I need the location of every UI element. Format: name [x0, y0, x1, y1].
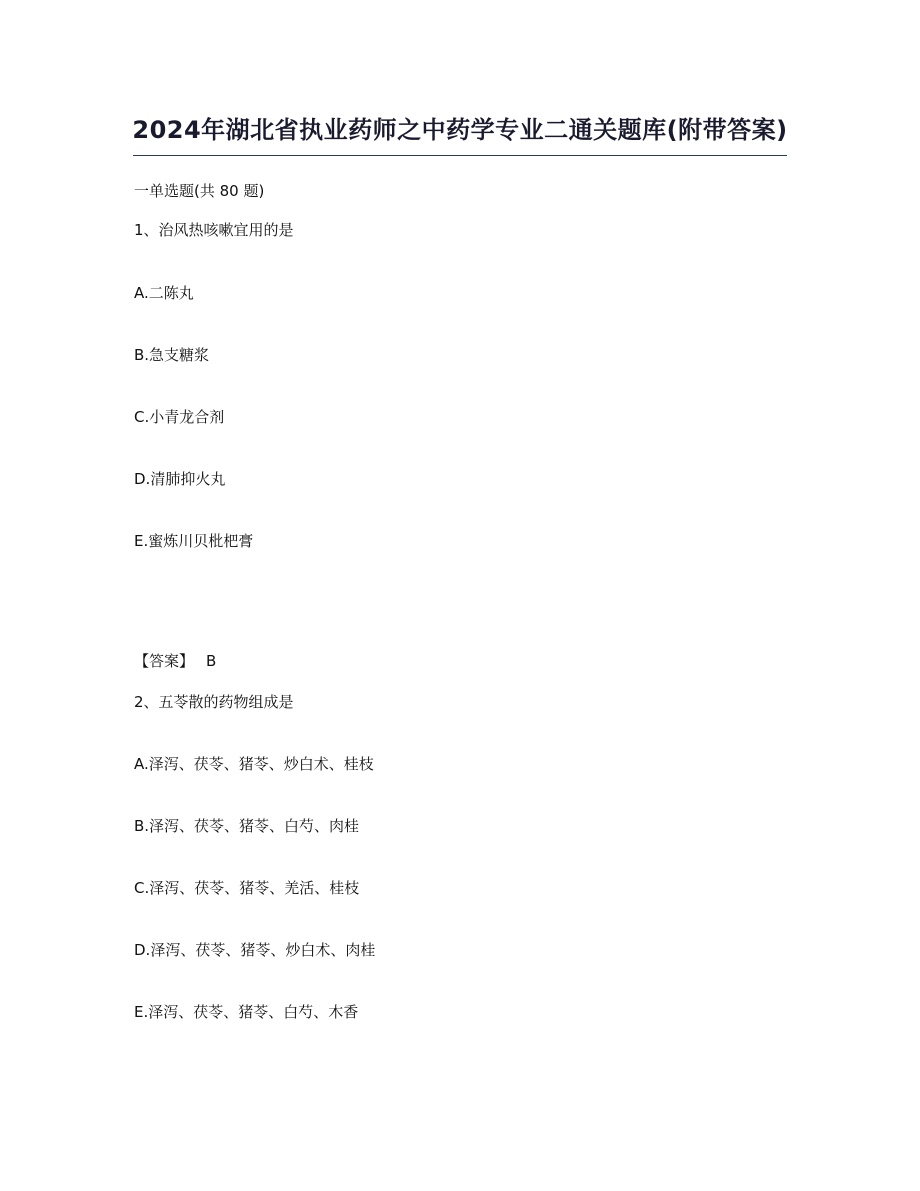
title-divider [133, 155, 787, 156]
answer-value: B [206, 652, 217, 670]
question-2-stem: 2、五苓散的药物组成是 [134, 693, 294, 711]
question-1-option-a: A.二陈丸 [134, 284, 194, 302]
question-1-answer [134, 651, 216, 671]
document-title: 2024年湖北省执业药师之中药学专业二通关题库(附带答案) [132, 116, 788, 144]
question-1-option-b: B.急支糖浆 [134, 346, 210, 364]
question-1-option-e: E.蜜炼川贝枇杷膏 [134, 532, 254, 550]
question-2-option-d: D.泽泻、茯苓、猪苓、炒白术、肉桂 [134, 941, 376, 959]
question-2-option-a: A.泽泻、茯苓、猪苓、炒白术、桂枝 [134, 755, 374, 773]
answer-label: 【答案】 [134, 652, 195, 670]
question-1-option-d: D.清肺抑火丸 [134, 470, 226, 488]
question-2-option-e: E.泽泻、茯苓、猪苓、白芍、木香 [134, 1003, 359, 1021]
question-1-option-c: C.小青龙合剂 [134, 408, 225, 426]
question-1-stem: 1、治风热咳嗽宜用的是 [134, 221, 294, 239]
section-heading: 一单选题(共 80 题) [134, 182, 265, 200]
question-2-option-c: C.泽泻、茯苓、猪苓、羌活、桂枝 [134, 879, 360, 897]
question-2-option-b: B.泽泻、茯苓、猪苓、白芍、肉桂 [134, 817, 360, 835]
